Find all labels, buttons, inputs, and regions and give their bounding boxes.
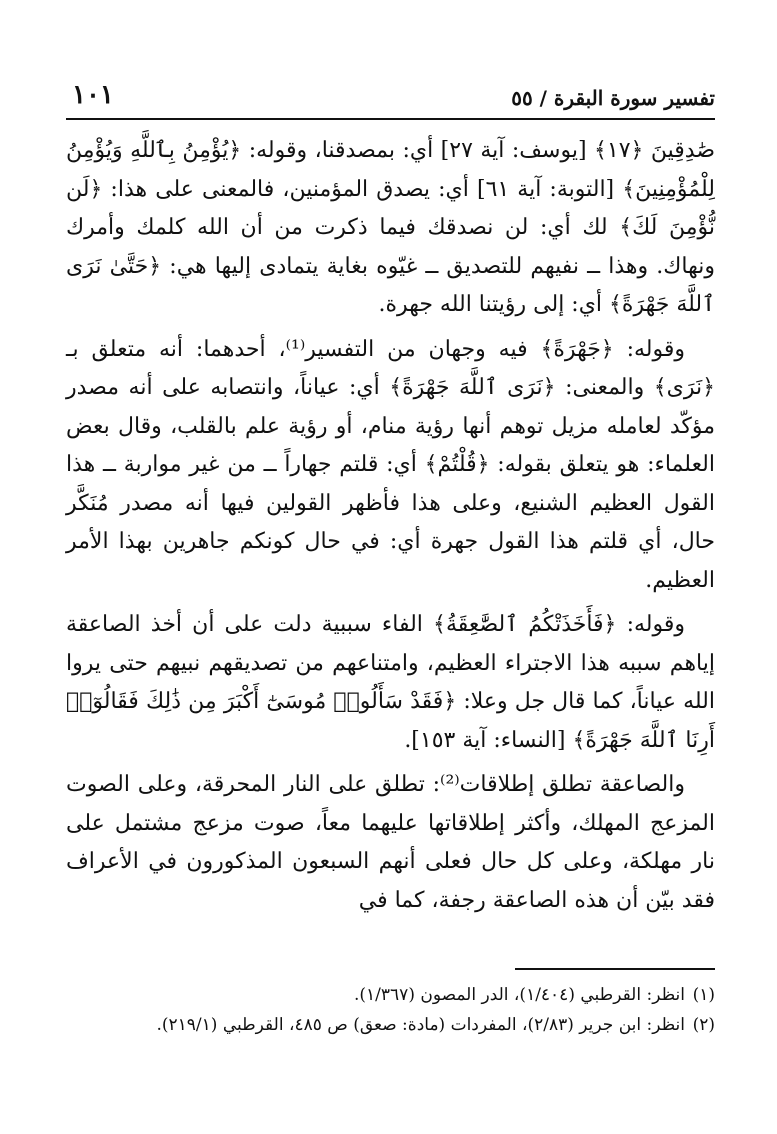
page-header: [66, 78, 715, 120]
footnote-text: انظر: القرطبي (١/٤٠٤)، الدر المصون (١/٣٦٧).: [354, 985, 685, 1005]
footnotes: [66, 980, 715, 1040]
footnote-divider: [515, 968, 715, 970]
paragraph: وقوله: ﴿فَأَخَذَتْكُمُ ٱلصَّٰعِقَةُ﴾ الفاء سببية دلت على أن أخذ الصاعقة إياهم سببه هذا الاجتراء العظيم، وامتناعهم من تصديقهم نبيهم حتى يروا الله عياناً، كما قال جل وعلا: ﴿فَقَدْ سَأَلُوا۟ مُوسَىٰٓ أَكْبَرَ مِن ذَٰلِكَ فَقَالُوٓا۟ أَرِنَا ٱللَّهَ جَهْرَةً﴾ [النساء: آية ١٥٣].: [66, 612, 715, 753]
footnote: [66, 1010, 715, 1040]
paragraph: والصاعقة تطلق إطلاقات⁽²⁾: تطلق على النار المحرقة، وعلى الصوت المزعج المهلك، وأكثر إطلاقاتها عليهما معاً، صوت مزعج مشتمل على نار مهلكة، وعلى كل حال فعلى أنهم السبعون المذكورون في الأعراف فقد بيّن أن هذه الصاعقة رجفة، كما في: [66, 772, 715, 913]
footnote-number: (١): [692, 985, 715, 1005]
footnote-text: انظر: ابن جرير (٢/٨٣)، المفردات (مادة: صعق) ص ٤٨٥، القرطبي (٢١٩/١).: [156, 1015, 685, 1035]
footnote: [66, 980, 715, 1010]
main-text: [66, 132, 715, 920]
footnote-number: (٢): [692, 1015, 715, 1035]
page-number: ١٠١: [72, 80, 114, 110]
running-title: تفسير سورة البقرة / ٥٥: [511, 86, 715, 110]
paragraph: وقوله: ﴿جَهْرَةً﴾ فيه وجهان من التفسير⁽¹⁾، أحدهما: أنه متعلق بـ ﴿نَرَى﴾ والمعنى: ﴿نَرَى ٱللَّهَ جَهْرَةً﴾ أي: عياناً، وانتصابه على أنه مصدر مؤكّد لعامله مزيل توهم أنها رؤية منام، أو رؤية علم بالقلب، وقال بعض العلماء: هو يتعلق بقوله: ﴿قُلْتُمْ﴾ أي: قلتم جهاراً ــ من غير مواربة ــ هذا القول العظيم الشنيع، وعلى هذا فأظهر القولين فيها أنه مصدر مُنَكَّر حال، أي قلتم هذا القول جهرة أي: في حال كونكم جاهرين بهذا الأمر العظيم.: [66, 336, 715, 593]
paragraph: صَٰدِقِينَ ﴿١٧﴾ [يوسف: آية ٢٧] أي: بمصدقنا، وقوله: ﴿يُؤْمِنُ بِٱللَّهِ وَيُؤْمِنُ لِلْمُؤْمِنِينَ﴾ [التوبة: آية ٦١] أي: يصدق المؤمنين، فالمعنى على هذا: ﴿لَن نُّؤْمِنَ لَكَ﴾ لك أي: لن نصدقك فيما ذكرت من أن الله كلمك وأمرك ونهاك. وهذا ــ نفيهم للتصديق ــ غيّوه بغاية يتمادى إليها هي: ﴿حَتَّىٰ نَرَى ٱللَّهَ جَهْرَةً﴾ أي: إلى رؤيتنا الله جهرة.: [66, 138, 716, 317]
